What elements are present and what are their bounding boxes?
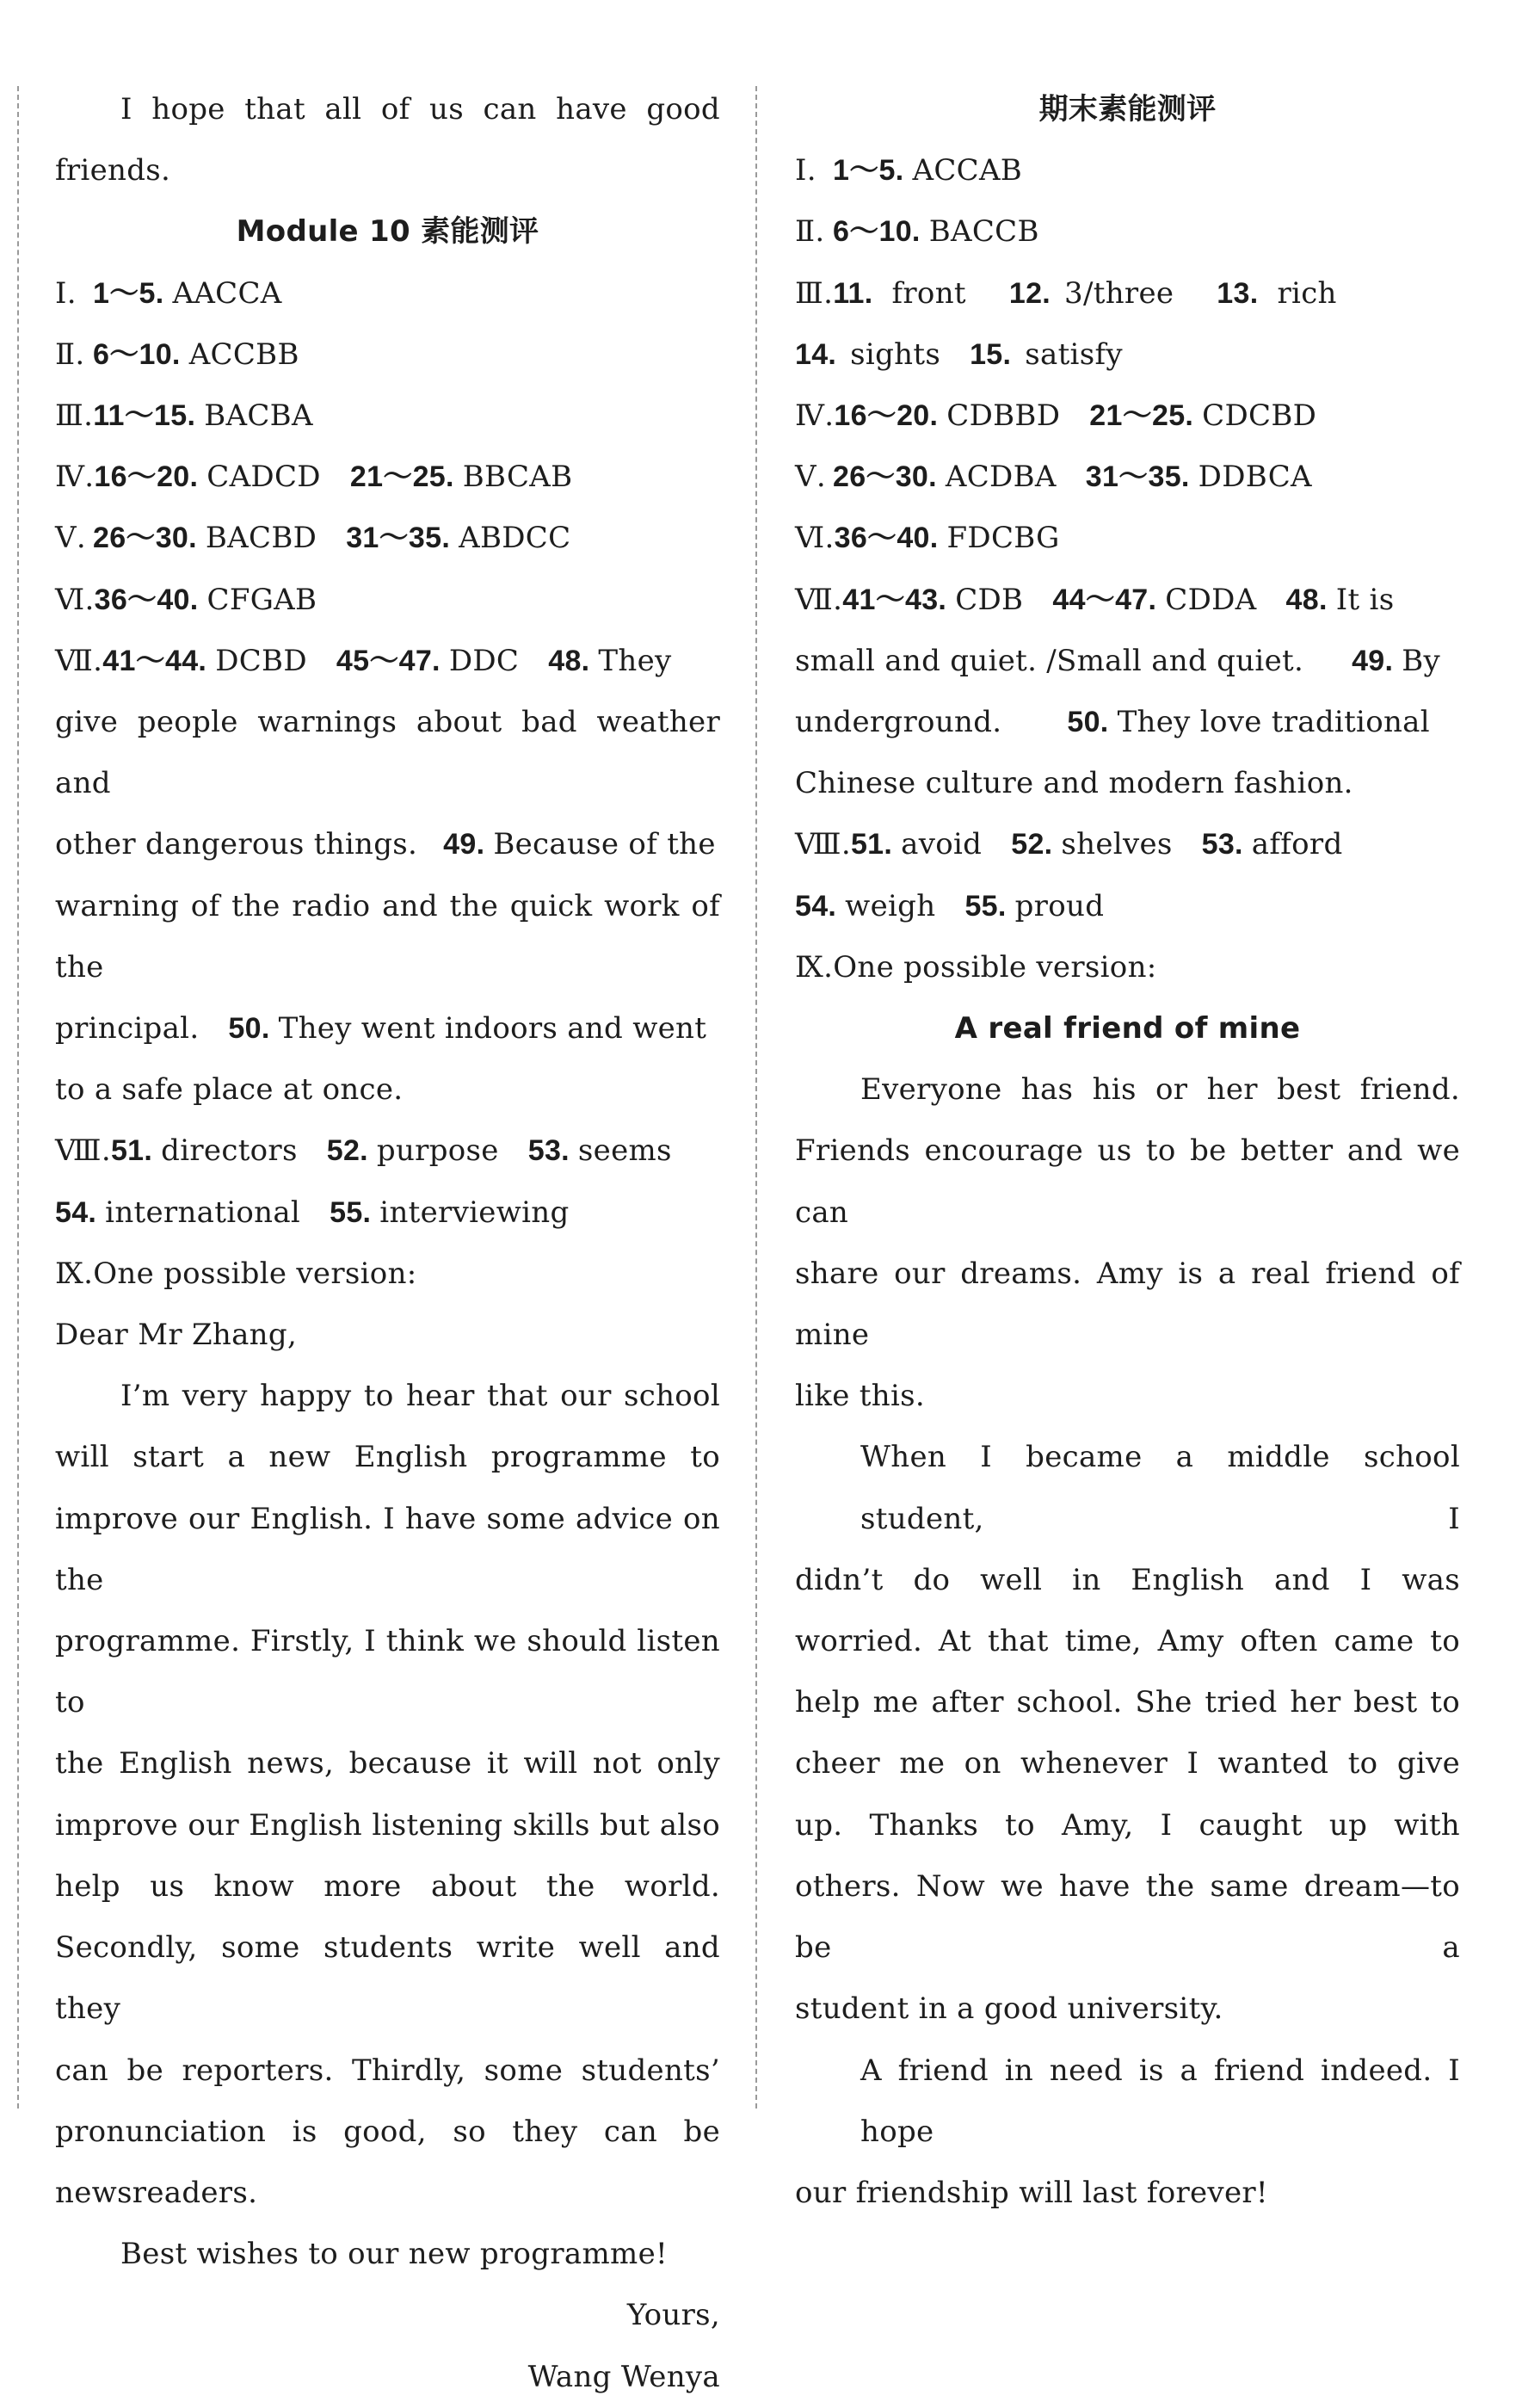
letter-line-5: the English news, because it will not only [55,1746,720,1781]
r-section-8-row-2: 54. weigh 55. proud [795,888,1105,923]
letter-closing: Yours, [626,2298,720,2333]
section-2: Ⅱ. 6～10. ACCBB [55,337,299,372]
r-section-7-row-4: Chinese culture and modern fashion. [795,766,1353,801]
letter-line-1: I’m very happy to hear that our school [120,1379,720,1414]
r-section-3-row-1: Ⅲ.11. front 12. 3/three 13. rich [795,275,1337,311]
section-7-row-6: to a safe place at once. [55,1072,404,1108]
essay-line-8: help me after school. She tried her best to [795,1685,1460,1720]
intro-line-2: friends. [55,153,171,188]
r-section-7-row-3: underground. 50. They love traditional [795,705,1430,740]
left-margin-rule [17,86,19,2109]
letter-greeting: Dear Mr Zhang, [55,1318,298,1353]
essay-line-14: our friendship will last forever! [795,2175,1268,2210]
r-section-1: Ⅰ. 1～5. ACCAB [795,153,1023,188]
essay-line-7: worried. At that time, Amy often came to [795,1624,1460,1659]
right-column [795,79,1460,2224]
essay-line-4: like this. [795,1379,925,1414]
letter-line-2: will start a new English programme to [55,1440,720,1475]
section-1: Ⅰ. 1～5. AACCA [55,275,282,311]
letter-line-10: pronunciation is good, so they can be [55,2114,720,2149]
section-8-row-2: 54. international 55. interviewing [55,1195,570,1230]
r-section-6: Ⅵ.36～40. FDCBG [795,521,1060,556]
r-section-2: Ⅱ. 6～10. BACCB [795,214,1039,250]
section-7-row-2: give people warnings about bad weather and [55,705,720,801]
module-10-title: Module 10 素能测评 [236,214,539,250]
letter-line-4: programme. Firstly, I think we should listen to [55,1624,720,1720]
section-9-label: Ⅸ.One possible version: [55,1256,417,1291]
r-section-4: Ⅳ.16～20. CDBBD 21～25. CDCBD [795,398,1317,434]
essay-line-13: A friend in need is a friend indeed. I hope [860,2053,1460,2149]
intro-line-1: I hope that all of us can have good [120,92,720,127]
letter-wishes: Best wishes to our new programme! [120,2237,668,2272]
essay-line-10: up. Thanks to Amy, I caught up with [795,1807,1460,1843]
r-section-5: Ⅴ. 26～30. ACDBA 31～35. DDBCA [795,460,1312,495]
letter-line-11: newsreaders. [55,2175,258,2210]
letter-line-8: Secondly, some students write well and they [55,1930,720,2027]
section-8-row-1: Ⅷ.51. directors 52. purpose 53. seems [55,1133,672,1169]
r-section-3-row-2: 14. sights 15. satisfy [795,337,1123,372]
essay-line-9: cheer me on whenever I wanted to give [795,1746,1460,1781]
r-section-9-label: Ⅸ.One possible version: [795,949,1157,985]
section-5: Ⅴ. 26～30. BACBD 31～35. ABDCC [55,521,571,556]
section-6: Ⅵ.36～40. CFGAB [55,582,317,617]
left-column [55,79,720,2408]
section-7-row-3: other dangerous things. 49. Because of the [55,827,716,862]
column-divider [755,86,757,2109]
essay-title: A real friend of mine [954,1011,1301,1047]
essay-line-11: others. Now we have the same dream—to be a [795,1868,1460,1966]
section-7-row-5: principal. 50. They went indoors and went [55,1011,707,1047]
letter-line-7: help us know more about the world. [55,1868,720,1904]
r-section-8-row-1: Ⅷ.51. avoid 52. shelves 53. afford [795,827,1343,862]
final-test-title: 期末素能测评 [1038,92,1217,127]
r-section-7-row-1: Ⅶ.41～43. CDB 44～47. CDDA 48. It is [795,582,1395,617]
essay-line-3: share our dreams. Amy is a real friend of mine [795,1256,1460,1353]
letter-line-3: improve our English. I have some advice on the [55,1501,720,1597]
r-section-7-row-2: small and quiet. /Small and quiet. 49. By [795,643,1441,678]
essay-line-12: student in a good university. [795,1991,1223,2027]
section-7-row-4: warning of the radio and the quick work of the [55,888,720,985]
section-7-row-1: Ⅶ.41～44. DCBD 45～47. DDC 48. They [55,643,672,678]
section-4: Ⅳ.16～20. CADCD 21～25. BBCAB [55,460,573,495]
essay-line-6: didn’t do well in English and I was [795,1562,1460,1597]
letter-signature: Wang Wenya [527,2359,720,2394]
section-3: Ⅲ.11～15. BACBA [55,398,313,434]
letter-line-9: can be reporters. Thirdly, some students’ [55,2053,720,2088]
essay-line-5: When I became a middle school student, I [860,1440,1460,1536]
essay-line-1: Everyone has his or her best friend. [860,1072,1460,1108]
letter-line-6: improve our English listening skills but also [55,1807,720,1843]
essay-line-2: Friends encourage us to be better and we can [795,1133,1460,1230]
